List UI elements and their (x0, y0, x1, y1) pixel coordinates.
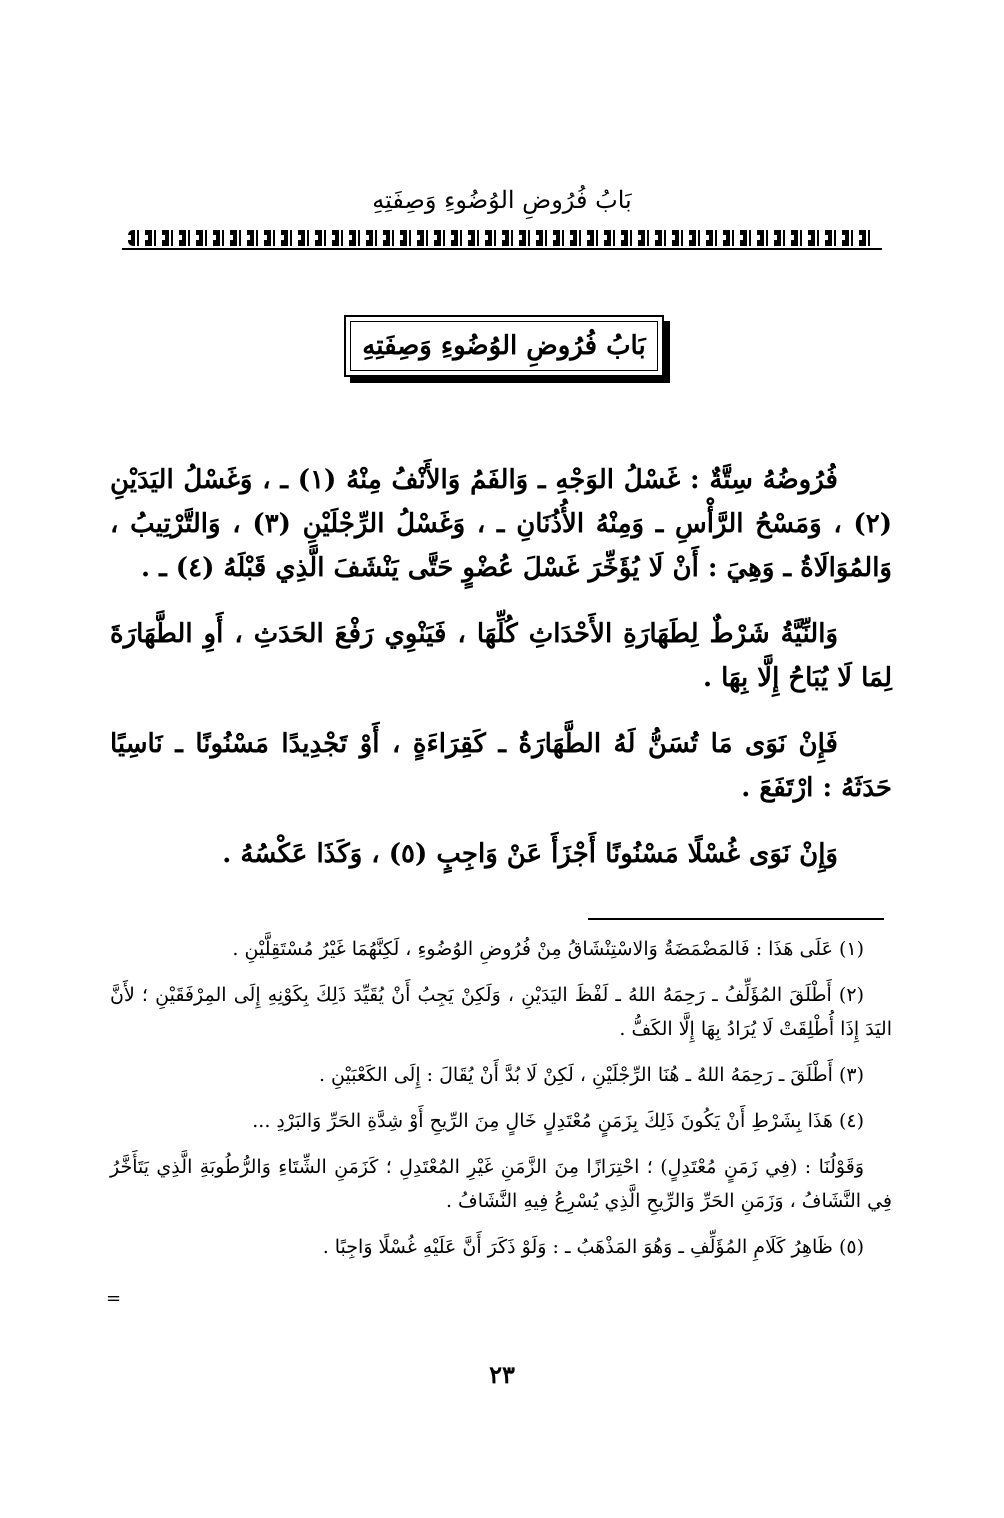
footnotes (110, 932, 892, 1276)
paragraph-2: وَالنِّيَّةُ شَرْطٌ لِطَهَارَةِ الأَحْدَاثِ كُلِّهَا ، فَيَنْوِي رَفْعَ الحَدَثِ ، أَوِ الطَّهَارَةَ لِمَا لَا يُبَاحُ إِلَّا بِهَا . (110, 619, 892, 693)
continuation-mark: = (106, 1288, 122, 1309)
ornament-underline (122, 248, 882, 250)
main-text (110, 458, 892, 898)
paragraph-3: فَإِنْ نَوَى مَا تُسَنُّ لَهُ الطَّهَارَةُ ـ كَقِرَاءَةٍ ، أَوْ تَجْدِيدًا مَسْنُونًا ـ نَاسِيًا حَدَثَهُ : ارْتَفَعَ . (110, 729, 892, 803)
chapter-title-frame (344, 315, 664, 377)
ornament-pattern (128, 230, 876, 246)
ornamental-border (122, 228, 882, 250)
footnote-3: (٣) أَطْلَقَ ـ رَحِمَهُ اللهُ ـ هُنَا الرِّجْلَيْنِ ، لَكِنْ لَا بُدَّ أَنْ يُقَالَ : إِلَى الكَعْبَيْنِ . (318, 1064, 864, 1086)
footnote-5: (٥) ظَاهِرُ كَلَامِ المُؤَلِّفِ ـ وَهُوَ المَذْهَبُ ـ : وَلَوْ ذَكَرَ أَنَّ عَلَيْهِ غُسْلًا وَاجِبًا . (322, 1236, 864, 1258)
footnote-2: (٢) أَطْلَقَ المُؤَلِّفُ ـ رَحِمَهُ اللهُ ـ لَفْظَ اليَدَيْنِ ، وَلَكِنْ يَجِبُ أَنْ يُقَيِّدَ ذَلِكَ بِكَوْنِهِ إِلَى المِرْفَقَيْنِ ؛ لأَنَّ اليَدَ إِذَا أُطْلِقَتْ لَا يُرَادُ بِهَا إِلَّا الكَفُّ . (110, 984, 892, 1040)
running-head: بَابُ فُرُوضِ الوُضُوءِ وَصِفَتِهِ (372, 186, 632, 214)
footnote-4-continued: وَقَوْلُنَا : (فِي زَمَنٍ مُعْتَدِلٍ) ؛ احْتِرَازًا مِنَ الزَّمَنِ غَيْرِ المُعْتَدِلِ ؛ كَزَمَنِ الشِّتَاءِ وَالرُّطُوبَةِ الَّذِي يَتَأَخَّرُ فِي النَّشَافُ ، وَزَمَنِ الحَرِّ وَالرِّيحِ الَّذِي يُسْرِعُ فِيهِ النَّشَافُ . (110, 1156, 892, 1212)
chapter-title: بَابُ فُرُوضِ الوُضُوءِ وَصِفَتِهِ (350, 321, 658, 371)
paragraph-1: فُرُوضُهُ سِتَّةٌ : غَسْلُ الوَجْهِ ـ وَالفَمُ وَالأَنْفُ مِنْهُ (١) ـ ، وَغَسْلُ اليَدَيْنِ (٢) ، وَمَسْحُ الرَّأْسِ ـ وَمِنْهُ الأُذُنَانِ ـ ، وَغَسْلُ الرِّجْلَيْنِ (٣) ، وَالتَّرْتِيبُ ، وَالمُوَالَاةُ ـ وَهِيَ : أَنْ لَا يُؤَخِّرَ غَسْلَ عُضْوٍ حَتَّى يَنْشَفَ الَّذِي قَبْلَهُ (٤) ـ . (110, 465, 892, 583)
paragraph-4: وَإِنْ نَوَى غُسْلًا مَسْنُونًا أَجْزَأَ عَنْ وَاجِبٍ (٥) ، وَكَذَا عَكْسُهُ . (222, 839, 838, 869)
footnote-separator (588, 918, 884, 920)
footnote-4: (٤) هَذَا بِشَرْطِ أَنْ يَكُونَ ذَلِكَ بِزَمَنٍ مُعْتَدِلٍ خَالٍ مِنَ الرِّيحِ أَوْ شِدَّةِ الحَرِّ وَالبَرْدِ ... (252, 1110, 864, 1132)
footnote-1: (١) عَلَى هَذَا : فَالمَضْمَضَةُ وَالاسْتِنْشَاقُ مِنْ فُرُوضِ الوُضُوءِ ، لَكِنَّهُمَا غَيْرُ مُسْتَقِلَّيْنِ . (232, 938, 864, 960)
page-number: ٢٣ (489, 1360, 515, 1389)
